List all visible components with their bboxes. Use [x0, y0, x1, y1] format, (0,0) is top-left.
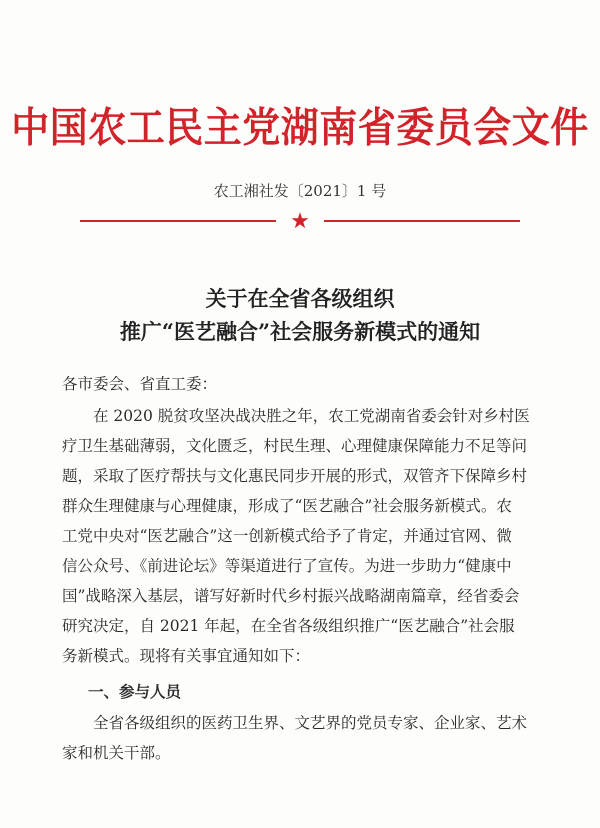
document-number: 农工湘社发〔2021〕1 号: [213, 182, 387, 200]
separator-line-right: [324, 220, 520, 222]
paragraph-line: 群众生理健康与心理健康，形成了“医艺融合”社会服务新模式。农: [62, 497, 512, 515]
paragraph-participants: [62, 708, 542, 768]
paragraph-line: 国”战略深入基层，谱写好新时代乡村振兴战略湖南篇章，经省委会: [62, 587, 520, 605]
paragraph-line: 疗卫生基础薄弱，文化匮乏，村民生理、心理健康保障能力不足等问: [62, 437, 528, 455]
header-separator: [80, 209, 520, 236]
star-icon: ★: [290, 209, 310, 234]
document-header-title: 中国农工民主党湖南省委员会文件: [11, 102, 589, 152]
paragraph-line: 工党中央对“医艺融合”这一创新模式给予了肯定，并通过官网、微: [62, 527, 512, 545]
paragraph-line: 务新模式。现将有关事宜通知如下：: [62, 647, 311, 665]
paragraph-line: 题，采取了医疗帮扶与文化惠民同步开展的形式，双管齐下保障乡村: [62, 467, 528, 485]
section-heading-participants: 一、参与人员: [88, 683, 182, 701]
paragraph-line: 家和机关干部。: [62, 744, 171, 762]
salutation: 各市委会、省直工委：: [62, 375, 218, 393]
notice-title-line1: 关于在全省各级组织: [205, 286, 395, 311]
notice-title-line2: 推广“医艺融合”社会服务新模式的通知: [119, 319, 481, 344]
paragraph-intro: [62, 401, 542, 671]
paragraph-line: 全省各级组织的医药卫生界、文艺界的党员专家、企业家、艺术: [93, 714, 528, 732]
separator-line-left: [80, 220, 276, 222]
paragraph-line: 信公众号、《前进论坛》等渠道进行了宣传。为进一步助力“健康中: [62, 557, 512, 575]
paragraph-line: 在 2020 脱贫攻坚决战决胜之年，农工党湖南省委会针对乡村医: [93, 407, 530, 425]
paragraph-line: 研究决定，自 2021 年起，在全省各级组织推广“医艺融合”社会服: [62, 617, 515, 635]
